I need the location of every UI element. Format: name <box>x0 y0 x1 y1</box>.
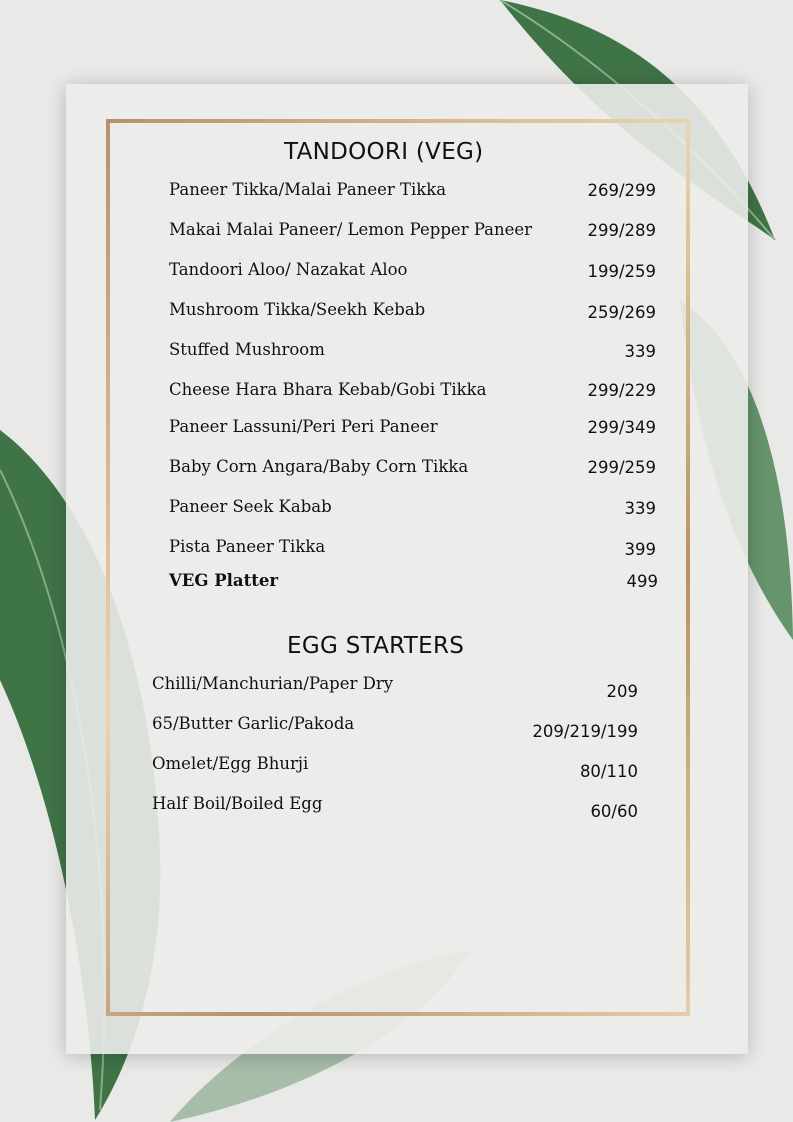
section-title-egg-starters: EGG STARTERS <box>287 633 465 659</box>
menu-item-price: 399 <box>624 540 656 559</box>
menu-item: Omelet/Egg Bhurji <box>152 754 309 773</box>
menu-item: 65/Butter Garlic/Pakoda <box>152 714 355 733</box>
menu-item-price: 299/229 <box>587 381 656 400</box>
gold-frame <box>106 119 690 1016</box>
menu-item-price: 339 <box>624 342 656 361</box>
menu-item-platter: VEG Platter <box>169 571 279 590</box>
menu-item: Stuffed Mushroom <box>169 340 325 359</box>
menu-item-price: 339 <box>624 499 656 518</box>
menu-item: Paneer Seek Kabab <box>169 497 332 516</box>
menu-item-price: 269/299 <box>587 181 656 200</box>
menu-item: Paneer Lassuni/Peri Peri Paneer <box>169 417 438 436</box>
menu-item: Baby Corn Angara/Baby Corn Tikka <box>169 457 469 476</box>
menu-item-price: 199/259 <box>587 262 656 281</box>
menu-item-price: 209 <box>606 682 638 701</box>
menu-item: Pista Paneer Tikka <box>169 537 326 556</box>
menu-item: Makai Malai Paneer/ Lemon Pepper Paneer <box>169 220 533 239</box>
menu-item-price: 259/269 <box>587 303 656 322</box>
menu-item: Mushroom Tikka/Seekh Kebab <box>169 300 426 319</box>
menu-item: Tandoori Aloo/ Nazakat Aloo <box>169 260 408 279</box>
menu-item-price: 299/349 <box>587 418 656 437</box>
menu-item-price: 299/259 <box>587 458 656 477</box>
menu-item: Paneer Tikka/Malai Paneer Tikka <box>169 180 447 199</box>
menu-item-price: 209/219/199 <box>532 722 638 741</box>
section-title-tandoori: TANDOORI (VEG) <box>284 139 484 165</box>
menu-item: Cheese Hara Bhara Kebab/Gobi Tikka <box>169 380 487 399</box>
menu-item-price: 80/110 <box>579 762 638 781</box>
menu-item-price: 499 <box>626 572 658 591</box>
menu-item-price: 299/289 <box>587 221 656 240</box>
menu-item: Half Boil/Boiled Egg <box>152 794 323 813</box>
menu-item: Chilli/Manchurian/Paper Dry <box>152 674 394 693</box>
menu-item-price: 60/60 <box>590 802 638 821</box>
